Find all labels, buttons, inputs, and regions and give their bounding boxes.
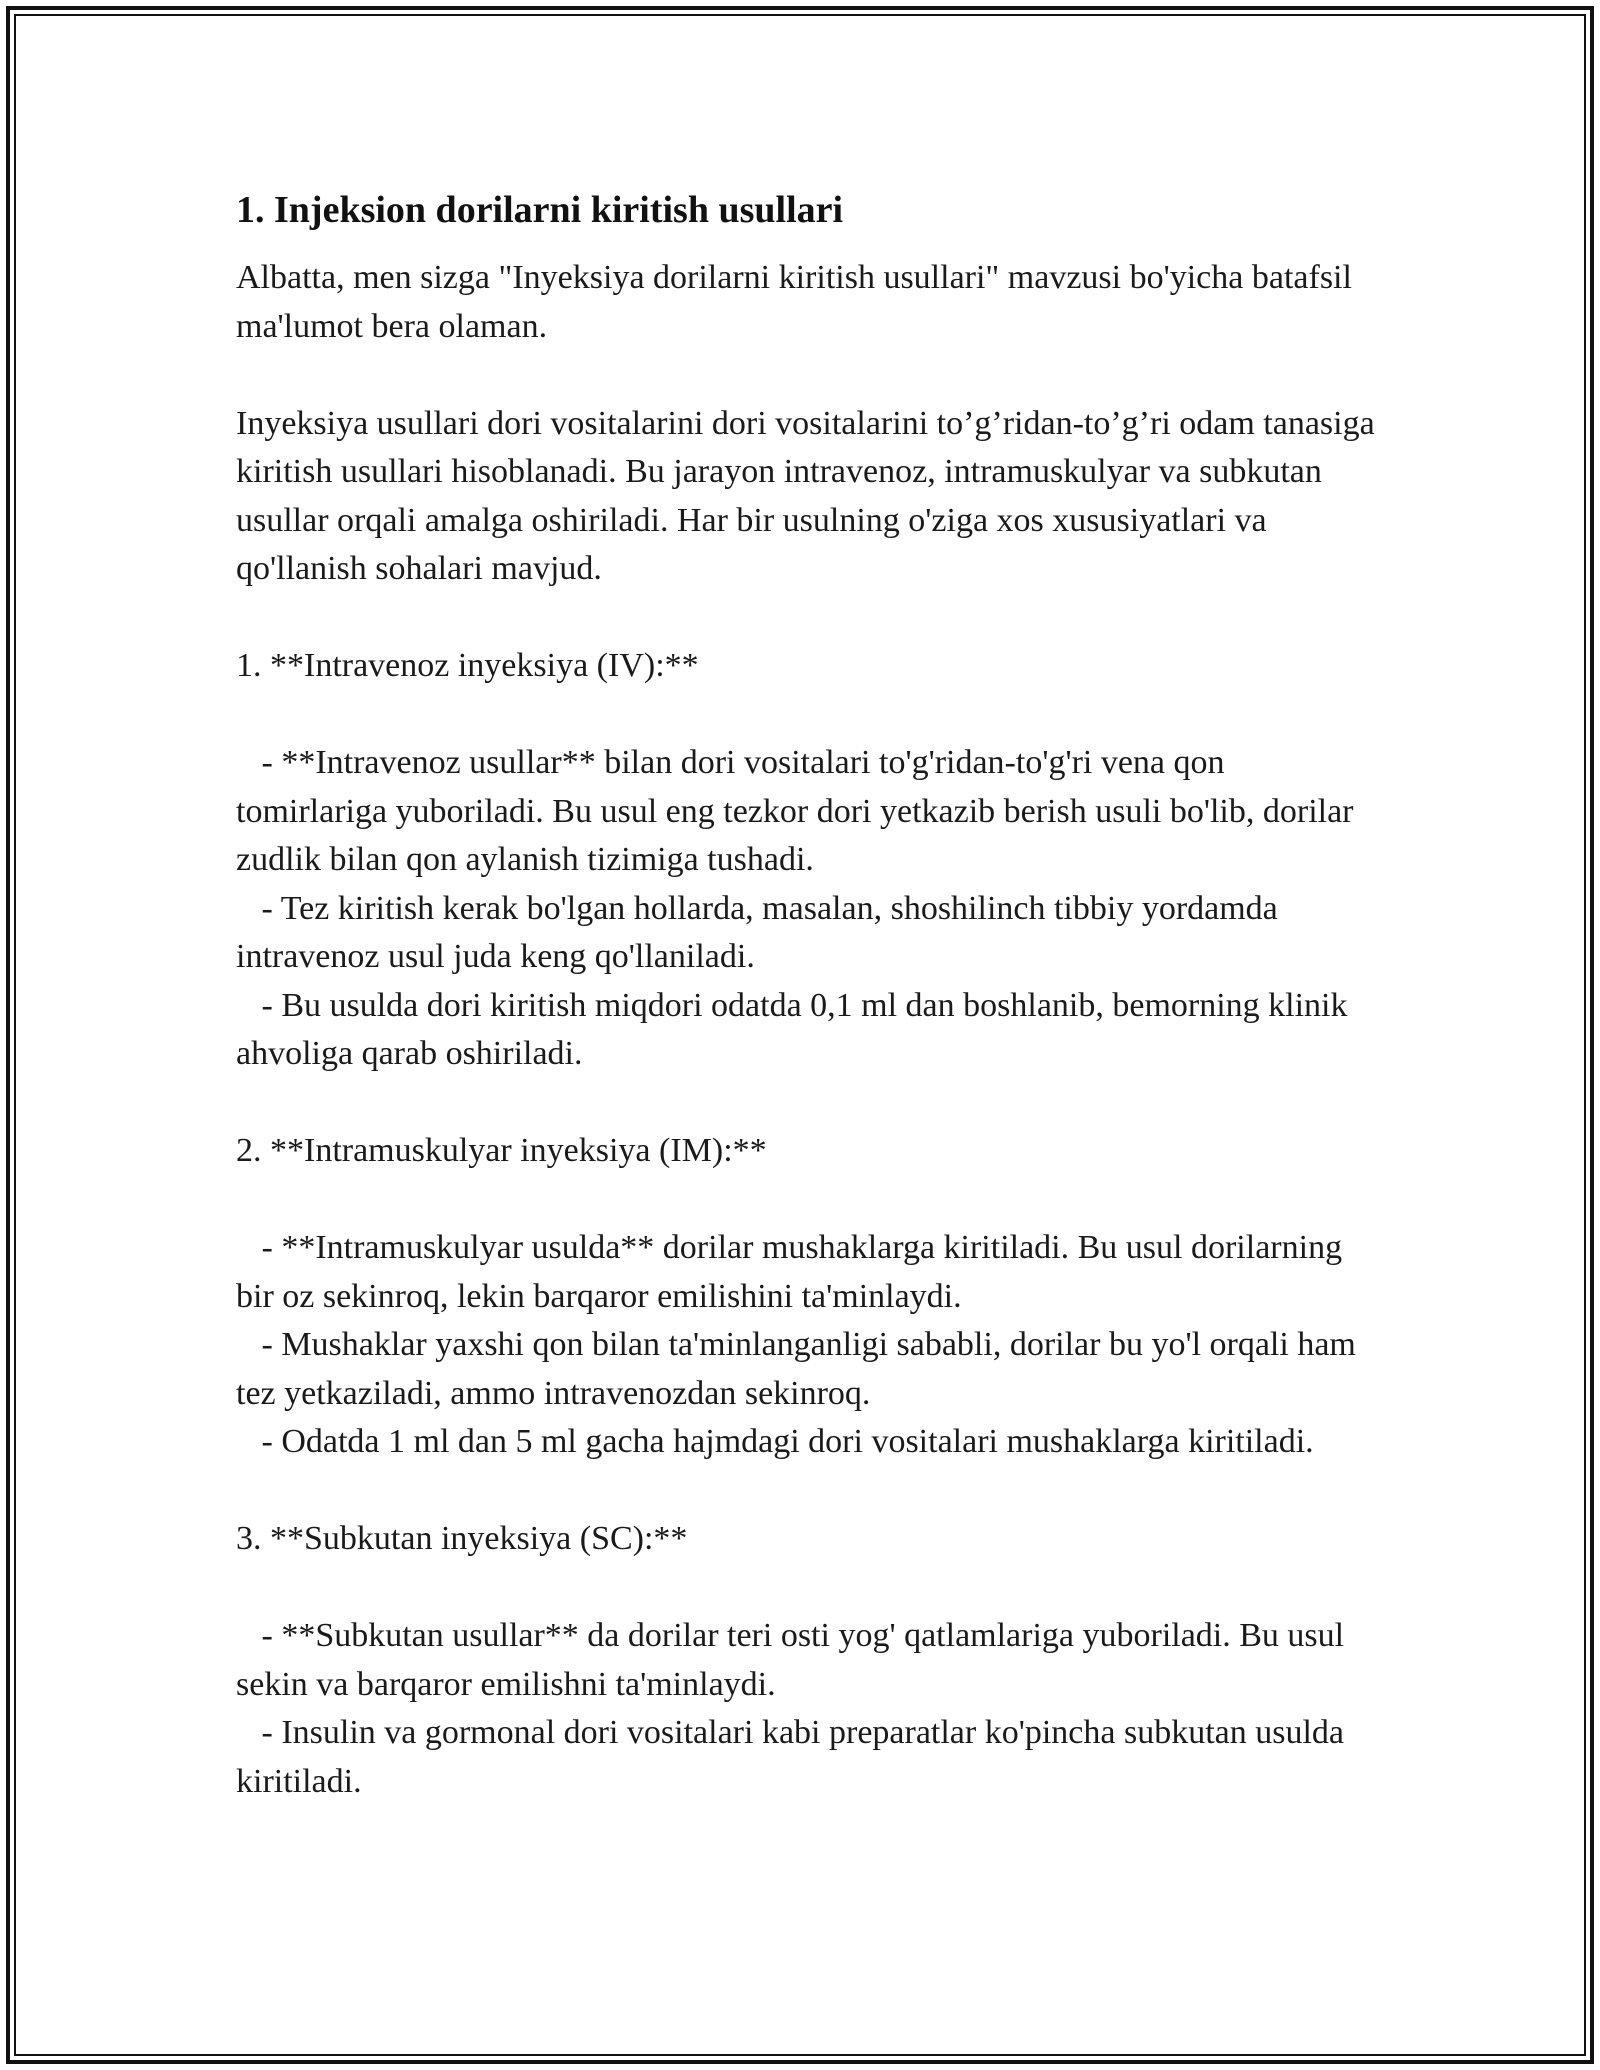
paragraph-gap [236, 594, 1376, 643]
section-heading-intramuscular: 2. **Intramuskulyar inyeksiya (IM):** [236, 1132, 767, 1169]
intro-paragraph: Albatta, men sizga "Inyeksiya dorilarni kiritish usullari" mavzusi bo'yicha batafsil ma'lumot bera olaman. [236, 259, 1361, 345]
document-body [236, 186, 1384, 1806]
paragraph-gap [236, 351, 1376, 400]
overview-paragraph: Inyeksiya usullari dori vositalarini dori vositalarini to’g’ridan-to’g’ri odam tanasiga kiritish usullari hisoblanadi. Bu jarayon intravenoz, intramuskulyar va subkutan usullar orqali amalga oshiriladi. Har bir usulning o'ziga xos xususiyatlari va qo'llanish sohalari mavjud. [236, 404, 1384, 587]
paragraph-gap [236, 1079, 1376, 1128]
section-body-subcutaneous: - **Subkutan usullar** da dorilar teri osti yog' qatlamlariga yuboriladi. Bu usul sekin va barqaror emilishni ta'minlaydi. - Insulin va gormonal dori vositalari kabi preparatlar ko'pincha subkutan usulda kiritiladi. [236, 1617, 1345, 1800]
document-title: 1. Injeksion dorilarni kiritish usullari [236, 189, 844, 231]
section-body-intramuscular: - **Intramuskulyar usulda** dorilar mushaklarga kiritiladi. Bu usul dorilarning bir oz sekinroq, lekin barqaror emilishini ta'minlaydi. - Mushaklar yaxshi qon bilan ta'minlanganligi sababli, dorilar bu yo'l orqali ham tez yetkaziladi, ammo intravenozdan sekinroq. - Odatda 1 ml dan 5 ml gacha hajmdagi dori vositalari mushaklarga kiritiladi. [236, 1229, 1356, 1460]
paragraph-gap [236, 1176, 1376, 1225]
paragraph-gap [236, 1564, 1376, 1613]
section-heading-intravenous: 1. **Intravenoz inyeksiya (IV):** [236, 647, 699, 684]
section-heading-subcutaneous: 3. **Subkutan inyeksiya (SC):** [236, 1520, 688, 1557]
section-body-intravenous: - **Intravenoz usullar** bilan dori vositalari to'g'ridan-to'g'ri vena qon tomirlariga yuboriladi. Bu usul eng tezkor dori yetkazib berish usuli bo'lib, dorilar zudlik bilan qon aylanish tizimiga tushadi. - Tez kiritish kerak bo'lgan hollarda, masalan, shoshilinch tibbiy yordamda intravenoz usul juda keng qo'llaniladi. - Bu usulda dori kiritish miqdori odatda 0,1 ml dan boshlanib, bemorning klinik ahvoliga qarab oshiriladi. [236, 744, 1354, 1072]
paragraph-gap [236, 1467, 1376, 1516]
paragraph-gap [236, 691, 1376, 740]
